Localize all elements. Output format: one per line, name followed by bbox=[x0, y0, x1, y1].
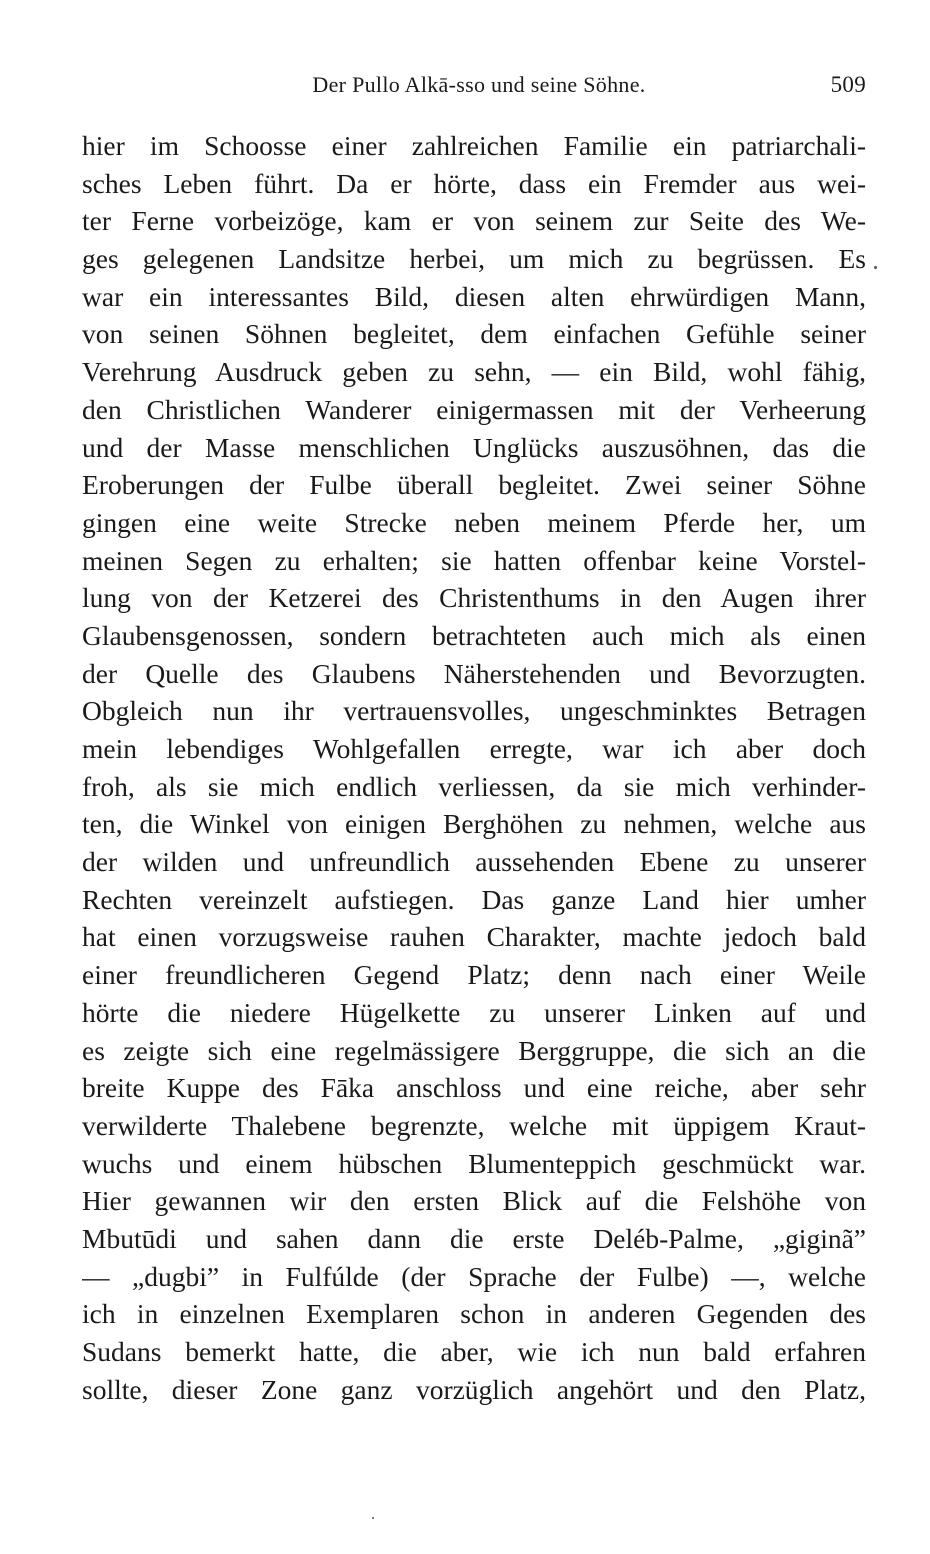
text-line: froh, als sie mich endlich verliessen, da sie mich verhinder- bbox=[82, 770, 866, 802]
text-line: sollte, dieser Zone ganz vorzüglich angehört und den Platz, bbox=[82, 1373, 866, 1405]
text-line: breite Kuppe des Fāka anschloss und eine reiche, aber sehr bbox=[82, 1072, 866, 1104]
text-line: wuchs und einem hübschen Blumenteppich geschmückt war. bbox=[82, 1147, 866, 1179]
running-head bbox=[82, 72, 866, 108]
text-line: ter Ferne vorbeizöge, kam er von seinem zur Seite des We- bbox=[82, 205, 866, 237]
text-line: Mbutūdi und sahen dann die erste Deléb-Palme, „giginã” bbox=[82, 1222, 866, 1254]
text-line: — „dugbi” in Fulfúlde (der Sprache der Fulbe) —, welche bbox=[82, 1260, 866, 1292]
text-line: meinen Segen zu erhalten; sie hatten offenbar keine Vorstel- bbox=[82, 544, 866, 576]
text-line: der wilden und unfreundlich aussehenden Ebene zu unserer bbox=[82, 846, 866, 878]
text-line: Sudans bemerkt hatte, die aber, wie ich nun bald erfahren bbox=[82, 1336, 866, 1367]
text-line: es zeigte sich eine regelmässigere Berggruppe, die sich an die bbox=[82, 1034, 866, 1066]
text-line: mein lebendiges Wohlgefallen erregte, war ich aber doch bbox=[82, 733, 866, 764]
text-line: Rechten vereinzelt aufstiegen. Das ganze Land hier umher bbox=[82, 883, 866, 915]
text-line: verwilderte Thalebene begrenzte, welche mit üppigem Kraut- bbox=[82, 1109, 866, 1141]
text-line: ten, die Winkel von einigen Berghöhen zu nehmen, welche aus bbox=[82, 808, 866, 840]
text-line: war ein interessantes Bild, diesen alten ehrwürdigen Mann, bbox=[82, 280, 866, 312]
text-line: der Quelle des Glaubens Näherstehenden und Bevorzugten. bbox=[82, 657, 866, 689]
speck bbox=[372, 1517, 374, 1519]
text-line: hörte die niedere Hügelkette zu unserer Linken auf und bbox=[82, 996, 866, 1028]
text-line: Hier gewannen wir den ersten Blick auf die Felshöhe von bbox=[82, 1185, 866, 1217]
text-line: sches Leben führt. Da er hörte, dass ein Fremder aus wei- bbox=[82, 167, 866, 199]
text-line: von seinen Söhnen begleitet, dem einfachen Gefühle seiner bbox=[82, 318, 866, 350]
text-line: gingen eine weite Strecke neben meinem Pferde her, um bbox=[82, 506, 866, 538]
text-line: Verehrung Ausdruck geben zu sehn, — ein Bild, wohl fähig, bbox=[82, 356, 866, 388]
text-line: hier im Schoosse einer zahlreichen Familie ein patriarchali- bbox=[82, 130, 866, 161]
text-line: einer freundlicheren Gegend Platz; denn nach einer Weile bbox=[82, 959, 866, 991]
text-line: Eroberungen der Fulbe überall begleitet. Zwei seiner Söhne bbox=[82, 469, 866, 501]
text-line: lung von der Ketzerei des Christenthums in den Augen ihrer bbox=[82, 582, 866, 614]
speck bbox=[874, 266, 877, 269]
text-line: Glaubensgenossen, sondern betrachteten auch mich als einen bbox=[82, 619, 866, 651]
body-text bbox=[82, 127, 866, 1408]
text-line: den Christlichen Wanderer einigermassen mit der Verheerung bbox=[82, 393, 866, 425]
text-line: ich in einzelnen Exemplaren schon in anderen Gegenden des bbox=[82, 1298, 866, 1330]
text-line: hat einen vorzugsweise rauhen Charakter, machte jedoch bald bbox=[82, 921, 866, 953]
running-title: Der Pullo Alkā-sso und seine Söhne. bbox=[312, 72, 646, 97]
text-line: und der Masse menschlichen Unglücks auszusöhnen, das die bbox=[82, 431, 866, 463]
text-line: ges gelegenen Landsitze herbei, um mich zu begrüssen. Es bbox=[82, 243, 866, 275]
text-line: Obgleich nun ihr vertrauensvolles, ungeschminktes Betragen bbox=[82, 695, 866, 727]
page-number: 509 bbox=[830, 72, 866, 97]
